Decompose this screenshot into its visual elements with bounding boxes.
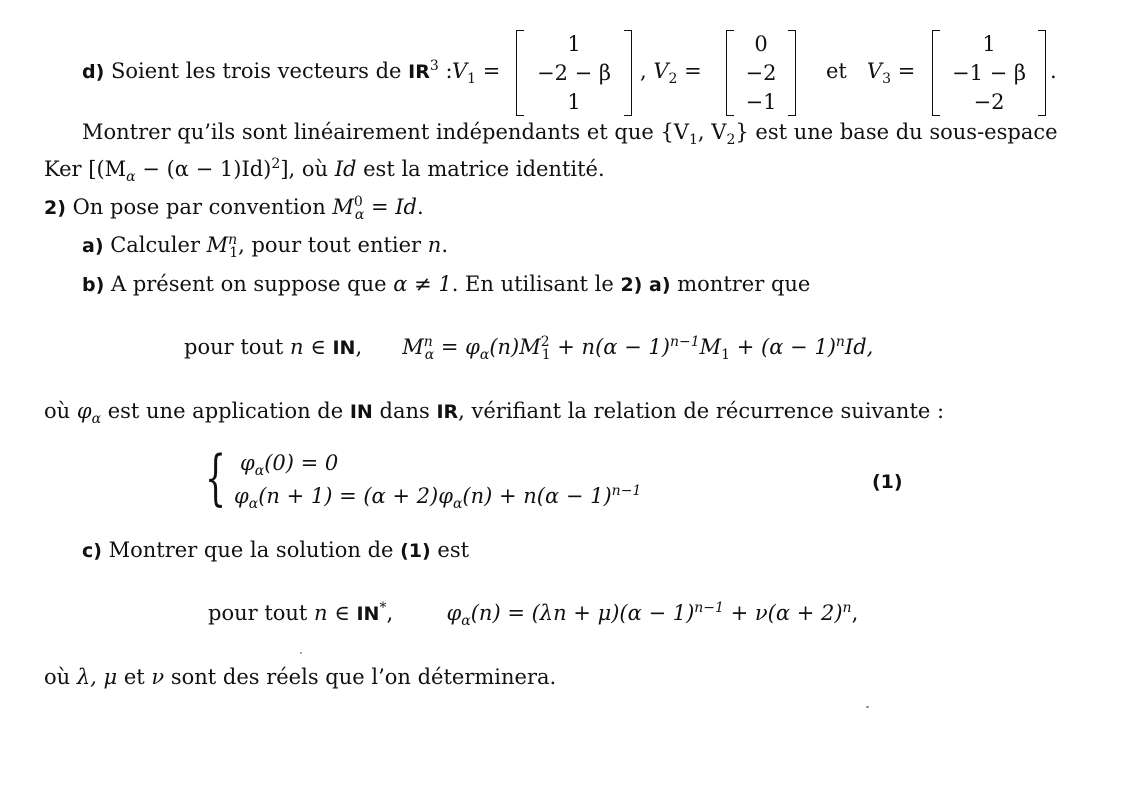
formula-1 <box>184 334 874 364</box>
naturals-symbol: IN <box>356 603 380 625</box>
part-2a-text: Calculer <box>110 233 207 257</box>
v1-eq: = <box>482 59 501 83</box>
exp: n−1 <box>669 334 700 350</box>
ref-1: (1) <box>400 540 431 562</box>
space-exponent: 3 <box>429 58 439 74</box>
n-symbol: n <box>427 233 442 257</box>
v1-entry: 1 <box>567 32 581 56</box>
where-text: est une application de <box>101 399 350 423</box>
formula-part: M <box>699 335 722 359</box>
v1-entry: −2 − β <box>536 61 612 85</box>
lambda-mu: λ, μ <box>76 665 118 689</box>
system-eq: (n + 1) = (α + 2)φ <box>258 484 453 508</box>
formula-part: + (α − 1) <box>730 335 836 359</box>
v2-sub: 2 <box>668 71 678 88</box>
formula-part: (n)M <box>489 335 541 359</box>
reals-symbol: IR <box>436 401 459 423</box>
v3-entry: 1 <box>982 32 996 56</box>
ou: où <box>44 399 77 423</box>
final-line <box>44 664 556 690</box>
system-line-1 <box>240 450 339 480</box>
formula-part: (n) = (λn + μ)(α − 1) <box>470 601 695 625</box>
v2-eq: = <box>684 59 702 83</box>
phi-symbol: φ <box>446 601 462 625</box>
phi-sub: α <box>254 463 265 480</box>
m-sup: 0 <box>353 194 363 210</box>
dans: dans <box>372 399 437 423</box>
m-symbol: M <box>206 233 229 257</box>
v3-name: V <box>866 59 883 83</box>
where-line <box>44 398 945 428</box>
phi-eq: = φ <box>434 335 480 359</box>
part-2b-tail: montrer que <box>670 272 811 296</box>
m-symbol: M <box>402 335 424 359</box>
alpha-sub: α <box>126 169 136 186</box>
equation-label: (1) <box>872 471 903 493</box>
ker-rest: ], où <box>280 157 335 181</box>
formula-part: + ν(α + 2) <box>723 601 843 625</box>
ref-a: a) <box>649 274 671 296</box>
kernel-line <box>44 156 605 186</box>
phi-sub: α <box>461 613 471 630</box>
m-symbol: M <box>332 195 354 219</box>
dot: . <box>441 233 448 257</box>
formula-2 <box>208 600 859 630</box>
v1-label <box>452 58 501 88</box>
final-tail: sont des réels que l’on déterminera. <box>164 665 557 689</box>
phi-symbol: φ <box>240 451 255 475</box>
formula-part: + n(α − 1) <box>550 335 670 359</box>
space-symbol: IR <box>408 61 430 83</box>
part-2c-tail: est <box>430 538 470 562</box>
m1-sub: 1 <box>721 347 731 364</box>
et-word: et <box>826 59 847 83</box>
comma: , <box>851 601 859 625</box>
formula-lead: pour tout <box>208 601 315 625</box>
ker-exp: 2 <box>271 156 281 172</box>
naturals-symbol: IN <box>332 337 356 359</box>
m-sup: n <box>423 334 433 350</box>
system-brace: { <box>205 443 227 513</box>
system-eq: (0) = 0 <box>264 451 339 475</box>
m1-sup: 2 <box>540 334 550 350</box>
part-2-text: On pose par convention <box>72 195 333 219</box>
sub: 2 <box>726 132 736 149</box>
show-text: Montrer qu’ils sont linéairement indépendants et que {V <box>82 120 689 144</box>
m-sub: 1 <box>229 245 239 262</box>
m-sup: n <box>228 232 238 248</box>
ou: où <box>44 665 77 689</box>
m-sub: α <box>424 347 435 364</box>
where-tail: , vérifiant la relation de récurrence suivante : <box>458 399 945 423</box>
m1-sub: 1 <box>541 347 551 364</box>
v2-matrix <box>726 30 796 116</box>
part-2a-rest: , pour tout entier <box>238 233 428 257</box>
part-2b-rest: . En utilisant le <box>451 272 621 296</box>
exp: n <box>842 600 852 616</box>
phi-sub: α <box>452 496 463 513</box>
id-symbol: Id <box>395 195 418 219</box>
et: et <box>117 665 152 689</box>
part-d-line <box>82 58 453 85</box>
colon: : <box>438 59 453 83</box>
part-2b-text: A présent on suppose que <box>110 272 394 296</box>
sub: 1 <box>688 132 698 149</box>
formula-part: Id, <box>844 335 874 359</box>
n-in: n ∈ <box>314 601 357 625</box>
v2-entry: 0 <box>754 32 768 56</box>
v1-sub: 1 <box>467 71 477 88</box>
part-2-label: 2) <box>44 197 66 219</box>
naturals-symbol: IN <box>349 401 373 423</box>
phi-sub: α <box>248 496 259 513</box>
v1-matrix <box>516 30 632 116</box>
system-line-2 <box>234 483 642 513</box>
v2-entry: −1 <box>745 90 777 114</box>
phi-sub: α <box>91 411 102 428</box>
scan-speck <box>300 652 302 654</box>
v3-sub: 3 <box>882 71 891 88</box>
part-2-line <box>44 194 424 224</box>
ker-middle: − (α − 1)Id) <box>135 157 272 181</box>
nu: ν <box>151 665 165 689</box>
scan-speck <box>866 706 869 708</box>
phi-symbol: φ <box>234 484 249 508</box>
exp: n−1 <box>611 483 642 499</box>
v2-entry: −2 <box>745 61 777 85</box>
m-sub: α <box>354 207 365 224</box>
dot: . <box>417 195 424 219</box>
ref-2: 2) <box>620 274 643 296</box>
alpha-condition: α ≠ 1 <box>393 272 452 296</box>
phi-symbol: φ <box>76 399 92 423</box>
phi-sub: α <box>479 347 490 364</box>
v1-name: V <box>452 59 468 83</box>
v2-name: V <box>653 59 669 83</box>
part-2c-line <box>82 537 469 564</box>
show-text-end: } est une base du sous-espace <box>735 120 1058 144</box>
part-2a-label: a) <box>82 235 104 257</box>
formula-lead: pour tout <box>184 335 291 359</box>
show-text-mid: , V <box>697 120 727 144</box>
part-d-label: d) <box>82 61 105 83</box>
part-2a-line <box>82 232 448 262</box>
exp: n <box>835 334 845 350</box>
v3-label <box>826 58 916 88</box>
ker-text: Ker [(M <box>44 157 127 181</box>
show-independence-line <box>82 119 1058 149</box>
part-2c-label: c) <box>82 540 102 562</box>
period: . <box>1050 59 1057 83</box>
part-2c-text: Montrer que la solution de <box>108 538 401 562</box>
v3-matrix <box>932 30 1046 116</box>
comma: , <box>355 335 363 359</box>
v3-entry: −1 − β <box>951 61 1027 85</box>
v3-entry: −2 <box>973 90 1005 114</box>
comma: , <box>386 601 394 625</box>
part-2b-label: b) <box>82 274 105 296</box>
ker-tail: est la matrice identité. <box>356 157 605 181</box>
v1-entry: 1 <box>567 90 581 114</box>
system-eq: (n) + n(α − 1) <box>462 484 612 508</box>
star: * <box>379 600 387 616</box>
part-d-intro: Soient les trois vecteurs de <box>110 59 409 83</box>
id-symbol: Id <box>334 157 357 181</box>
comma: , <box>640 59 647 83</box>
v3-eq: = <box>897 59 916 83</box>
v2-label <box>640 58 702 88</box>
exp: n−1 <box>694 600 724 616</box>
part-2b-line <box>82 271 810 298</box>
eq: = <box>364 195 396 219</box>
n-in: n ∈ <box>290 335 333 359</box>
